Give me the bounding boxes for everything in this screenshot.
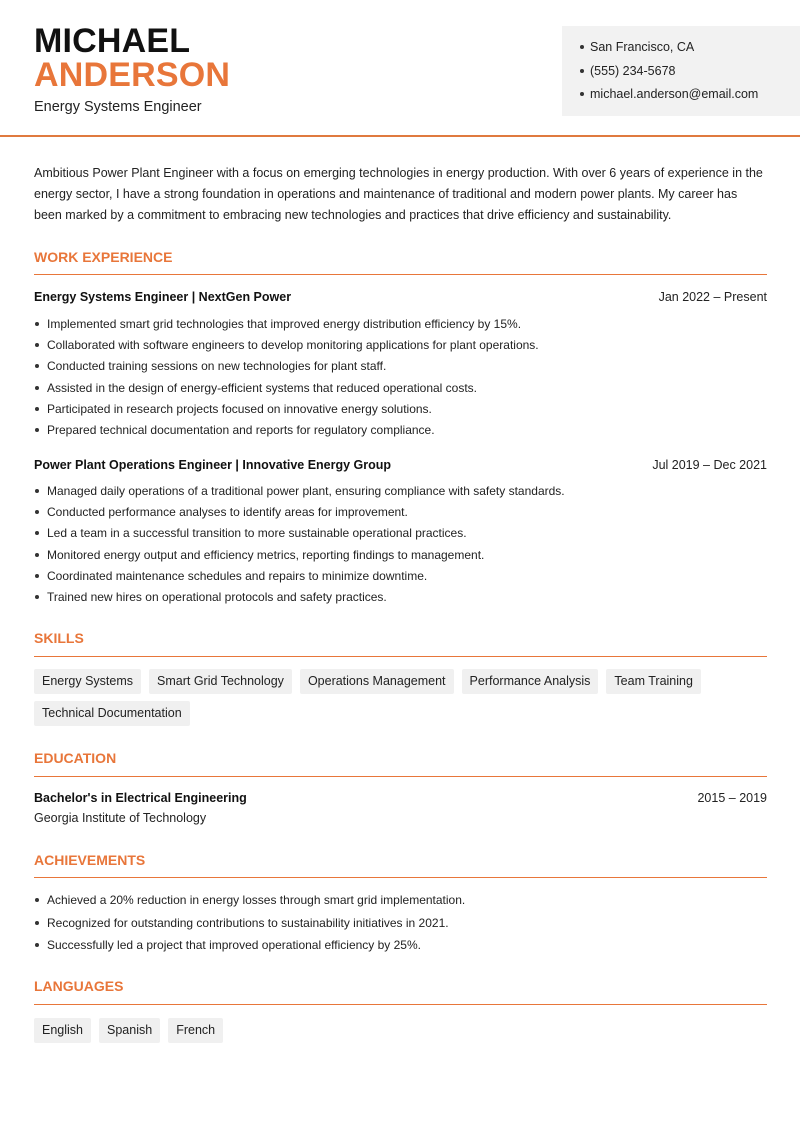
languages-list	[34, 1018, 774, 1043]
skill-chip: Operations Management	[300, 669, 454, 694]
languages-divider	[34, 1004, 767, 1005]
list-item: Recognized for outstanding contributions to sustainability initiatives in 2021.	[34, 915, 465, 938]
language-chip: French	[168, 1018, 223, 1043]
language-chip: English	[34, 1018, 91, 1043]
education-divider	[34, 776, 767, 777]
job-1-bullets	[34, 316, 539, 443]
summary-paragraph: Ambitious Power Plant Engineer with a focus on emerging technologies in energy production. With over 6 years of experience in the energy sector, I have a strong foundation in operations and maintenance of traditional and modern power plants. My career has been marked by a commitment to embracing new technologies and practices that drive efficiency and sustainability.	[34, 166, 763, 222]
language-chip: Spanish	[99, 1018, 160, 1043]
education-degree: Bachelor's in Electrical Engineering	[34, 791, 247, 805]
skill-chip: Technical Documentation	[34, 701, 190, 726]
languages-heading: LANGUAGES	[34, 978, 124, 994]
list-item: Monitored energy output and efficiency metrics, reporting findings to management.	[34, 547, 565, 568]
list-item: Coordinated maintenance schedules and repairs to minimize downtime.	[34, 568, 565, 589]
education-heading: EDUCATION	[34, 750, 117, 766]
skill-chip: Performance Analysis	[462, 669, 599, 694]
list-item: Conducted training sessions on new technologies for plant staff.	[34, 358, 539, 379]
list-item: Trained new hires on operational protocols and safety practices.	[34, 589, 565, 610]
list-item: Participated in research projects focused on innovative energy solutions.	[34, 401, 539, 422]
list-item: Successfully led a project that improved operational efficiency by 25%.	[34, 937, 465, 960]
achievements-list	[34, 892, 465, 960]
job-title-headline: Energy Systems Engineer	[34, 99, 202, 115]
list-item: Conducted performance analyses to identify areas for improvement.	[34, 504, 565, 525]
skills-heading: SKILLS	[34, 630, 84, 646]
education-school: Georgia Institute of Technology	[34, 811, 207, 825]
contact-phone: (555) 234-5678	[580, 63, 800, 87]
skill-chip: Team Training	[606, 669, 701, 694]
list-item: Achieved a 20% reduction in energy losses through smart grid implementation.	[34, 892, 465, 915]
education-dates: 2015 – 2019	[697, 791, 767, 805]
first-name: MICHAEL	[34, 22, 191, 60]
list-item: Managed daily operations of a traditional power plant, ensuring compliance with safety standards.	[34, 483, 565, 504]
contact-box	[562, 26, 800, 116]
list-item: Prepared technical documentation and reports for regulatory compliance.	[34, 422, 539, 443]
skills-list	[34, 669, 774, 726]
contact-email[interactable]: michael.anderson@email.com	[580, 86, 800, 110]
skill-chip: Smart Grid Technology	[149, 669, 292, 694]
achievements-divider	[34, 877, 767, 878]
skill-chip: Energy Systems	[34, 669, 141, 694]
achievements-heading: ACHIEVEMENTS	[34, 852, 146, 868]
contact-location: San Francisco, CA	[580, 39, 800, 63]
job-2-dates: Jul 2019 – Dec 2021	[652, 458, 767, 472]
job-2-title: Power Plant Operations Engineer | Innovative Energy Group	[34, 458, 392, 472]
skills-divider	[34, 656, 767, 657]
list-item: Led a team in a successful transition to more sustainable operational practices.	[34, 525, 565, 546]
list-item: Collaborated with software engineers to develop monitoring applications for plant operations.	[34, 337, 539, 358]
resume-header	[0, 0, 800, 137]
list-item: Implemented smart grid technologies that improved energy distribution efficiency by 15%.	[34, 316, 539, 337]
work-experience-heading: WORK EXPERIENCE	[34, 249, 173, 265]
list-item: Assisted in the design of energy-efficient systems that reduced operational costs.	[34, 380, 539, 401]
work-experience-divider	[34, 274, 767, 275]
job-1-dates: Jan 2022 – Present	[658, 290, 767, 304]
last-name: ANDERSON	[34, 56, 231, 94]
job-2-bullets	[34, 483, 565, 610]
job-1-title: Energy Systems Engineer | NextGen Power	[34, 290, 292, 304]
